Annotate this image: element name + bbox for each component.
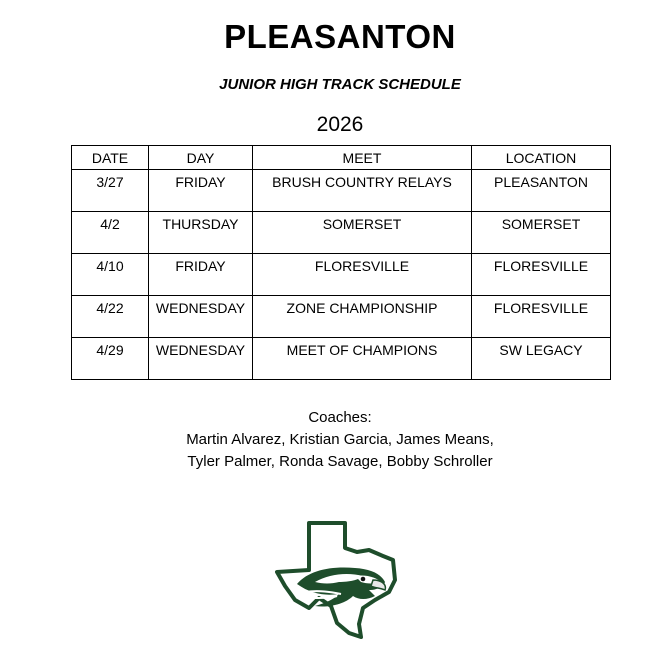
cell-date: 4/10 xyxy=(72,254,149,296)
page-title: PLEASANTON xyxy=(224,18,456,55)
cell-location: PLEASANTON xyxy=(472,170,611,212)
schedule-subtitle: JUNIOR HIGH TRACK SCHEDULE xyxy=(219,76,461,93)
texas-eagle-logo-icon xyxy=(275,520,403,640)
cell-day: FRIDAY xyxy=(149,170,253,212)
coaches-line-2: Tyler Palmer, Ronda Savage, Bobby Schroller xyxy=(187,453,493,470)
cell-date: 4/29 xyxy=(72,338,149,380)
cell-meet: ZONE CHAMPIONSHIP xyxy=(253,296,472,338)
cell-meet: MEET OF CHAMPIONS xyxy=(253,338,472,380)
schedule-table xyxy=(71,145,611,380)
coaches-block xyxy=(0,407,672,473)
coaches-line-1: Martin Alvarez, Kristian Garcia, James Means, xyxy=(186,431,494,448)
table-header-row xyxy=(72,146,611,170)
column-header-location: LOCATION xyxy=(472,146,611,170)
cell-date: 4/22 xyxy=(72,296,149,338)
cell-day: WEDNESDAY xyxy=(149,338,253,380)
column-header-day: DAY xyxy=(149,146,253,170)
cell-location: SOMERSET xyxy=(472,212,611,254)
schedule-year: 2026 xyxy=(316,113,364,136)
cell-meet: SOMERSET xyxy=(253,212,472,254)
table-row xyxy=(72,212,611,254)
cell-meet: FLORESVILLE xyxy=(253,254,472,296)
cell-meet: BRUSH COUNTRY RELAYS xyxy=(253,170,472,212)
cell-location: SW LEGACY xyxy=(472,338,611,380)
table-row xyxy=(72,254,611,296)
column-header-date: DATE xyxy=(72,146,149,170)
coaches-label: Coaches: xyxy=(308,409,372,426)
cell-day: WEDNESDAY xyxy=(149,296,253,338)
cell-location: FLORESVILLE xyxy=(472,254,611,296)
table-row xyxy=(72,170,611,212)
column-header-meet: MEET xyxy=(253,146,472,170)
table-row xyxy=(72,296,611,338)
cell-day: FRIDAY xyxy=(149,254,253,296)
cell-date: 3/27 xyxy=(72,170,149,212)
cell-location: FLORESVILLE xyxy=(472,296,611,338)
cell-day: THURSDAY xyxy=(149,212,253,254)
cell-date: 4/2 xyxy=(72,212,149,254)
table-row xyxy=(72,338,611,380)
